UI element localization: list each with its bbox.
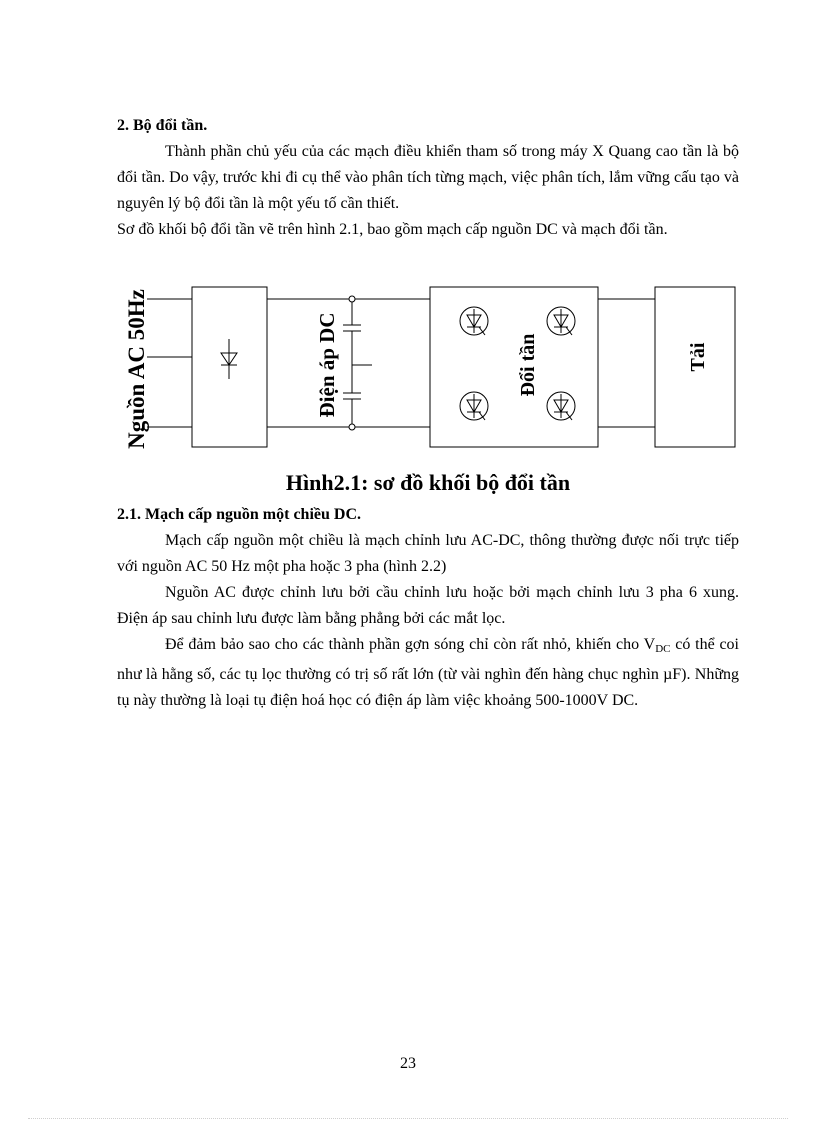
thyristor-icon (460, 307, 488, 335)
text-run: có thể coi như là hằng số, các tụ lọc thường có trị số rất lớn (từ vài nghìn đến hàng chục nghìn µF). Những tụ này thường là loại tụ điện hoá học có điện áp làm việc khoảng 500-1000V DC. (117, 636, 740, 709)
section-body (117, 113, 739, 243)
capacitor-icon (343, 393, 361, 430)
dc-voltage-label: Điện áp DC (315, 312, 339, 418)
paragraph: Sơ đồ khối bộ đổi tần vẽ trên hình 2.1, bao gồm mạch cấp nguồn DC và mạch đổi tần. (117, 221, 668, 238)
thyristor-icon (460, 392, 488, 420)
subsection-title: 2.1. Mạch cấp nguồn một chiều DC. (117, 506, 362, 523)
source-label: Nguồn AC 50Hz (124, 289, 149, 449)
thyristor-icon (547, 307, 575, 335)
page-number: 23 (400, 1055, 416, 1072)
figure-caption: Hình2.1: sơ đồ khối bộ đổi tần (285, 470, 571, 495)
capacitor-icon (343, 296, 361, 393)
paragraph: Nguồn AC được chỉnh lưu bởi cầu chỉnh lưu hoặc bởi mạch chỉnh lưu 3 pha 6 xung. Điện áp sau chỉnh lưu được làm bằng phẳng bởi các mắt lọc. (117, 584, 739, 627)
paragraph: Mạch cấp nguồn một chiều là mạch chỉnh lưu AC-DC, thông thường được nối trực tiếp với nguồn AC 50 Hz một pha hoặc 3 pha (hình 2.2) (117, 532, 739, 575)
paragraph (117, 632, 739, 714)
inverter-block (430, 287, 598, 447)
block-diagram (117, 277, 739, 457)
thyristor-icon (547, 392, 575, 420)
load-label: Tải (687, 342, 709, 372)
inverter-label: Đổi tần (517, 333, 539, 397)
section-heading: 2. Bộ đổi tần. (117, 117, 208, 134)
block-diagram-svg (117, 277, 739, 457)
text-run: Để đảm bảo sao cho các thành phần gợn sóng chỉ còn rất nhỏ, khiến cho V (165, 636, 656, 653)
subsection-body (117, 502, 739, 714)
subscript: DC (655, 643, 671, 655)
footer-divider (28, 1118, 788, 1119)
paragraph: Thành phần chủ yếu của các mạch điều khiển tham số trong máy X Quang cao tần là bộ đổi tần. Do vậy, trước khi đi cụ thể vào phân tích từng mạch, việc phân tích, lắm vững cấu tạo và nguyên lý bộ đổi tần là một yếu tố cần thiết. (117, 143, 739, 212)
diode-icon (221, 339, 237, 379)
